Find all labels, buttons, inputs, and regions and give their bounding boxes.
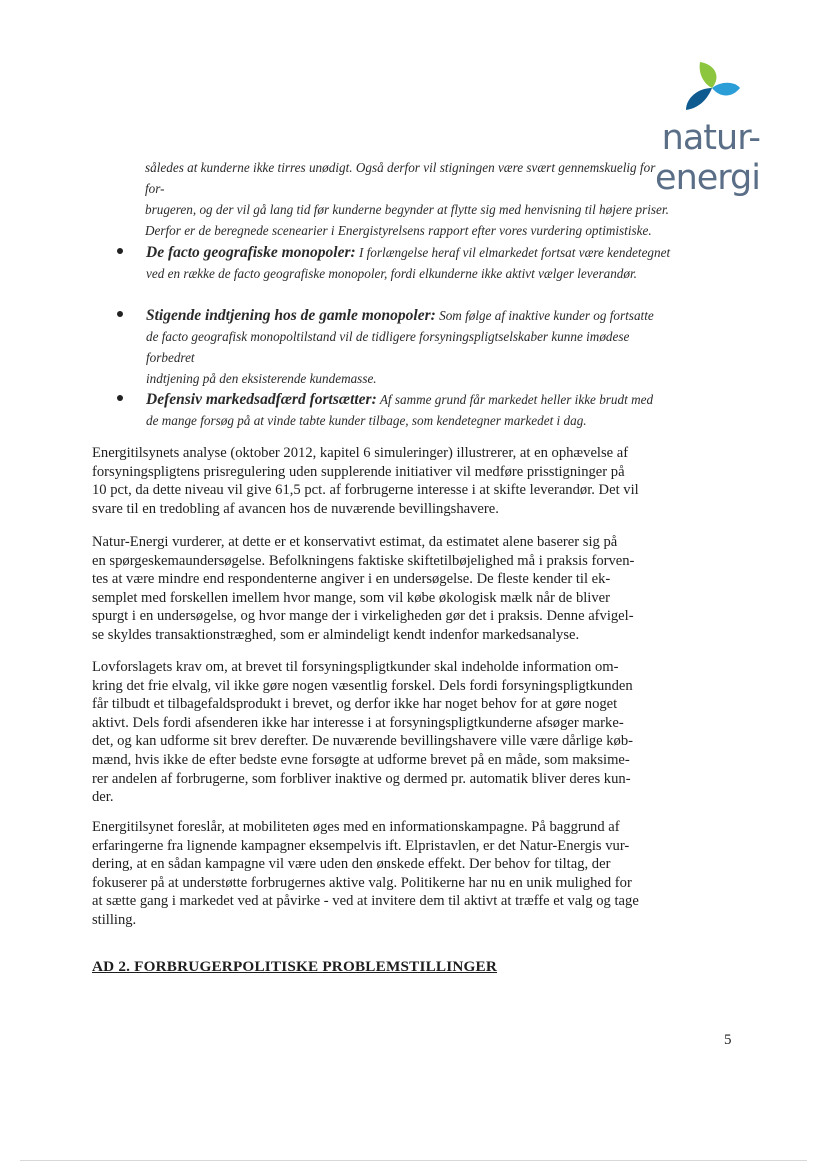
text-line — [146, 242, 671, 263]
body-paragraph — [92, 658, 672, 807]
text-line: Natur-Energi vurderer, at dette er et konservativt estimat, da estimatet alene baserer sig på — [92, 534, 618, 550]
text-line: forsyningspligtens prisregulering uden supplerende initiativer vil medføre prisstigninger på — [92, 463, 625, 480]
text-line: de facto geografisk monopoltilstand vil de tidligere forsyningspligtselskaber kunne imødese forbedret — [146, 329, 630, 365]
bullet-text: Som følge af inaktive kunder og fortsatte — [435, 308, 654, 323]
text-line: således at kunderne ikke tirres unødigt. Også derfor vil stigningen være svært gennemskuelig for for- — [145, 160, 656, 196]
text-line — [146, 305, 671, 326]
text-line: ved en række de facto geografiske monopoler, fordi elkunderne ikke aktivt vælger leverandør. — [146, 266, 637, 281]
text-line: brugeren, og der vil gå lang tid før kunderne begynder at flytte sig med henvisning til højere priser. — [145, 202, 669, 217]
bullet-heading: Defensiv markedsadfærd fortsætter: — [146, 391, 377, 408]
text-line: kring det frie elvalg, vil ikke gøre nogen væsentlig forskel. Dels fordi forsyningspligtkunden — [92, 677, 633, 694]
logo-wordmark: natur-energi — [655, 118, 760, 198]
text-line: tes at være mindre end respondenterne angiver i en undersøgelse. De fleste kender til ek- — [92, 571, 611, 588]
text-line: Lovforslagets krav om, at brevet til forsyningspligtkunder skal indeholde information om- — [92, 659, 619, 675]
text-line: at sætte gang i markedet ved at påvirke - ved at invitere dem til aktivt at træffe et valg og tage — [92, 893, 639, 910]
text-line: aktivt. Dels fordi afsenderen ikke har interesse i at forsyningspligtkunderne afsøger marke- — [92, 714, 624, 731]
section-heading: AD 2. FORBRUGERPOLITISKE PROBLEMSTILLINGER — [92, 958, 498, 975]
text-line: Derfor er de beregnede scenearier i Energistyrelsens rapport efter vores vurdering optimistiske. — [145, 223, 652, 238]
text-line: semplet med forskellen imellem hvor mange, som vil købe økologisk mælk når de bliver — [92, 589, 610, 606]
bullet-heading: Stigende indtjening hos de gamle monopoler: — [146, 307, 436, 324]
intro-paragraph — [145, 157, 670, 241]
text-line: Energitilsynet foreslår, at mobiliteten øges med en informationskampagne. På baggrund af — [92, 819, 620, 835]
body-paragraph — [92, 818, 672, 930]
bullet-dot-icon — [117, 311, 123, 317]
text-line: erfaringerne fra lignende kampagner eksempelvis ift. Elpristavlen, er det Natur-Energis vur- — [92, 837, 630, 854]
text-line: mænd, hvis ikke de efter bedste evne forsøgte at udforme brevet på en måde, som maksime- — [92, 751, 630, 768]
text-line: det, og kan udforme sit brev derefter. De nuværende bevillingshavere ville være dårlige køb- — [92, 733, 634, 750]
bullet-text: Af samme grund får markedet heller ikke brudt med — [376, 392, 654, 407]
bullet-content — [146, 305, 671, 389]
bullet-dot-icon — [117, 395, 123, 401]
text-line: dering, at en sådan kampagne vil være uden den ønskede effekt. Der behov for tiltag, der — [92, 856, 611, 873]
bullet-content — [146, 242, 671, 284]
body-paragraph — [92, 533, 672, 645]
text-line: fokuserer på at understøtte forbrugernes aktive valg. Politikerne har nu en unik mulighed for — [92, 874, 632, 891]
bullet-text: I forlængelse heraf vil elmarkedet fortsat være kendetegnet — [355, 245, 671, 260]
page-bottom-divider — [20, 1160, 807, 1161]
text-line: Energitilsynets analyse (oktober 2012, kapitel 6 simuleringer) illustrerer, at en ophævelse af — [92, 445, 629, 461]
body-paragraph — [92, 444, 672, 518]
page-number: 5 — [724, 1032, 732, 1048]
text-line: de mange forsøg på at vinde tabte kunder tilbage, som kendetegner markedet i dag. — [146, 413, 587, 428]
text-line: svare til en tredobling af avancen hos de nuværende bevillingshavere. — [92, 500, 499, 517]
text-line: får tilbudt et tilbagefaldsprodukt i brevet, og derfor ikke har noget behov for at gøre noget — [92, 696, 618, 713]
leaf-logo-icon — [678, 58, 742, 116]
text-line: se skyldes transaktionstræghed, som er almindeligt kendt indenfor markedsanalyse. — [92, 626, 580, 643]
text-line: indtjening på den eksisterende kundemasse. — [146, 371, 377, 386]
text-line: stilling. — [92, 911, 137, 928]
text-line: der. — [92, 789, 114, 806]
text-line — [146, 389, 671, 410]
text-line: spurgt i en undersøgelse, og hvor mange der i virkeligheden gør det i praksis. Denne afvigel- — [92, 608, 634, 625]
natur-energi-logo — [560, 58, 760, 198]
bullet-heading: De facto geografiske monopoler: — [146, 244, 356, 261]
bullet-dot-icon — [117, 248, 123, 254]
bullet-content — [146, 389, 671, 431]
text-line: rer andelen af forbrugerne, som forbliver inaktive og dermed pr. automatik bliver deres kun- — [92, 770, 631, 787]
text-line: en spørgeskemaundersøgelse. Befolkningens faktiske skiftetilbøjelighed må i praksis forven- — [92, 552, 635, 569]
text-line: 10 pct, da dette niveau vil give 61,5 pct. af forbrugerne interesse i at skifte leverandør. Det vil — [92, 482, 639, 499]
